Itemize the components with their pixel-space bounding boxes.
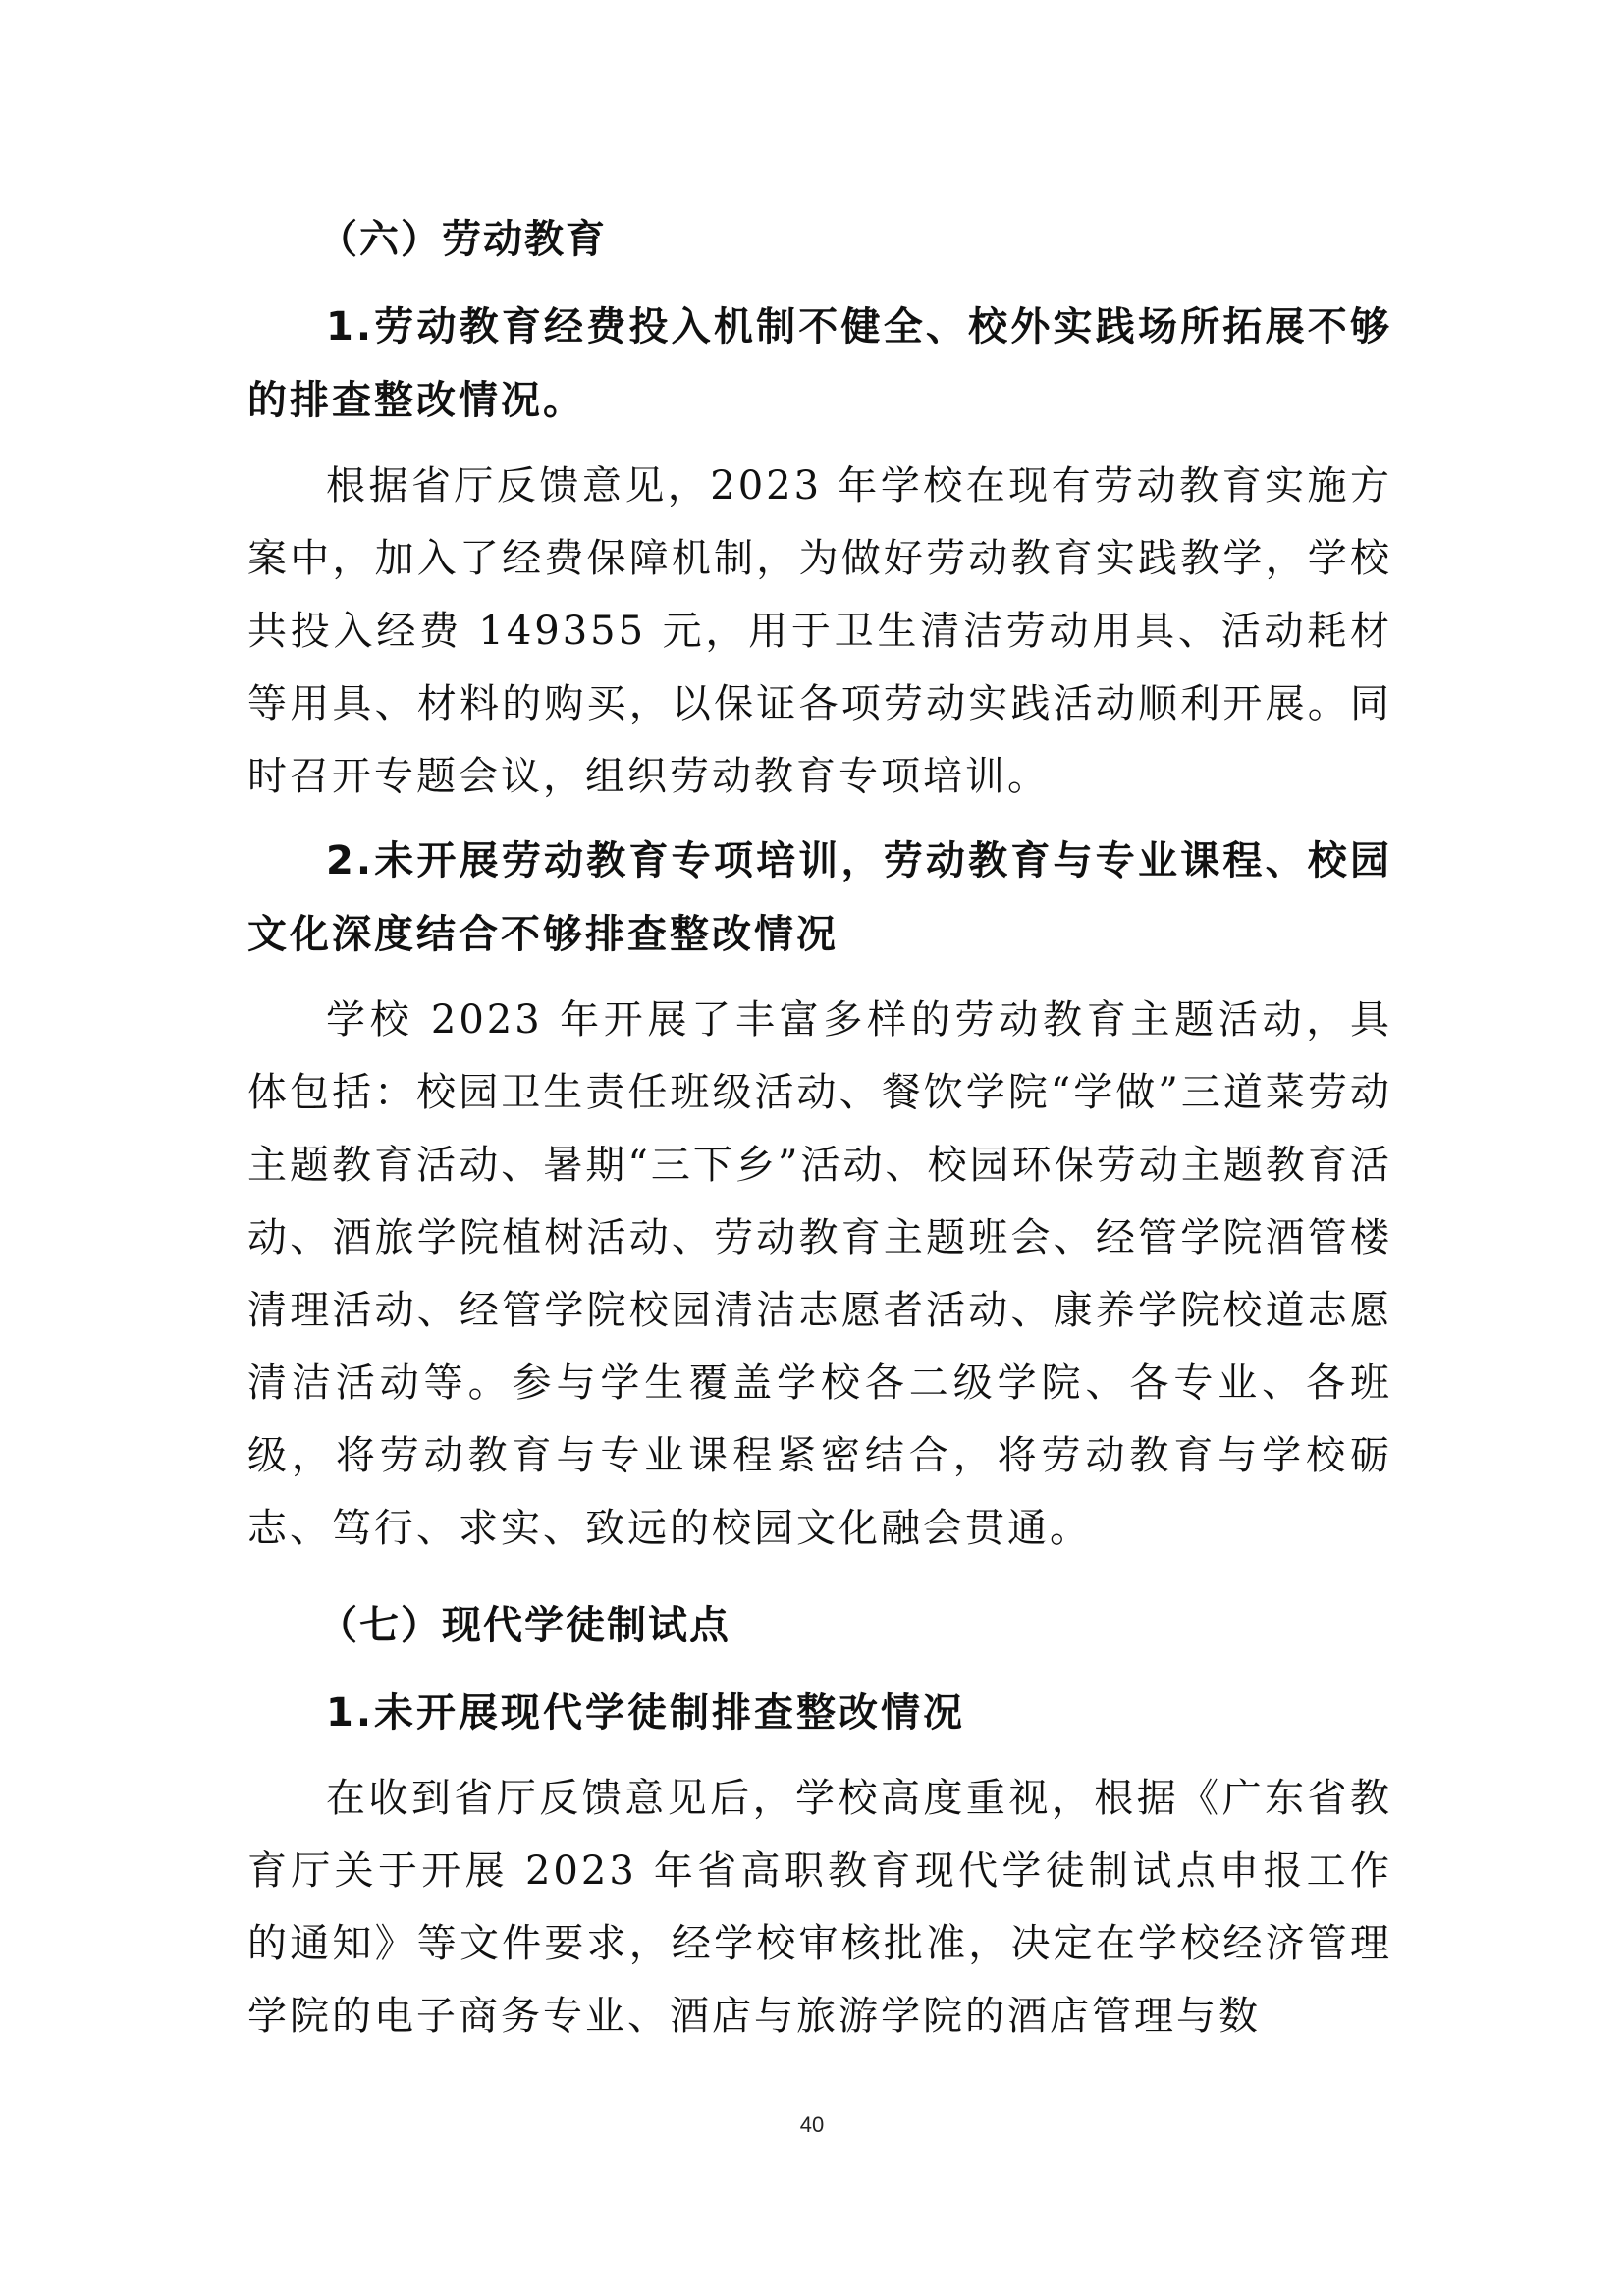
section-heading-labor-education: （六）劳动教育 — [318, 217, 607, 262]
spacer — [247, 1565, 1392, 1586]
item-heading-funding-mechanism: 1.劳动教育经费投入机制不健全、校外实践场所拓展不够的排查整改情况。 — [247, 304, 1392, 423]
paragraph-apprenticeship: 在收到省厅反馈意见后，学校高度重视，根据《广东省教育厅关于开展 2023 年省高职教育现代学徒制试点申报工作的通知》等文件要求，经学校审核批准，决定在学校经济管理学院的电子商务专业、酒店与旅游学院的酒店管理与数 — [247, 1776, 1392, 2039]
spacer — [247, 1750, 1392, 1762]
spacer — [247, 438, 1392, 450]
spacer — [247, 813, 1392, 825]
paragraph-funding-mechanism: 根据省厅反馈意见，2023 年学校在现有劳动教育实施方案中，加入了经费保障机制，为做好劳动教育实践教学，学校共投入经费 149355 元，用于卫生清洁劳动用具、活动耗材等用具、材料的购买，以保证各项劳动实践活动顺利开展。同时召开专题会议，组织劳动教育专项培训。 — [247, 463, 1392, 799]
item-heading-apprenticeship: 1.未开展现代学徒制排查整改情况 — [326, 1690, 966, 1735]
page-number: 40 — [799, 2112, 825, 2137]
spacer — [247, 972, 1392, 984]
document-body — [247, 200, 1392, 2053]
section-heading-apprenticeship: （七）现代学徒制试点 — [318, 1603, 731, 1648]
item-heading-special-training: 2.未开展劳动教育专项培训，劳动教育与专业课程、校园文化深度结合不够排查整改情况 — [247, 838, 1392, 957]
spacer — [247, 1665, 1392, 1677]
spacer — [247, 279, 1392, 291]
paragraph-special-training: 学校 2023 年开展了丰富多样的劳动教育主题活动，具体包括：校园卫生责任班级活动、餐饮学院“学做”三道菜劳动主题教育活动、暑期“三下乡”活动、校园环保劳动主题教育活动、酒旅学院植树活动、劳动教育主题班会、经管学院酒管楼清理活动、经管学院校园清洁志愿者活动、康养学院校道志愿清洁活动等。参与学生覆盖学校各二级学院、各专业、各班级，将劳动教育与专业课程紧密结合，将劳动教育与学校砺志、笃行、求实、致远的校园文化融会贯通。 — [247, 997, 1392, 1551]
